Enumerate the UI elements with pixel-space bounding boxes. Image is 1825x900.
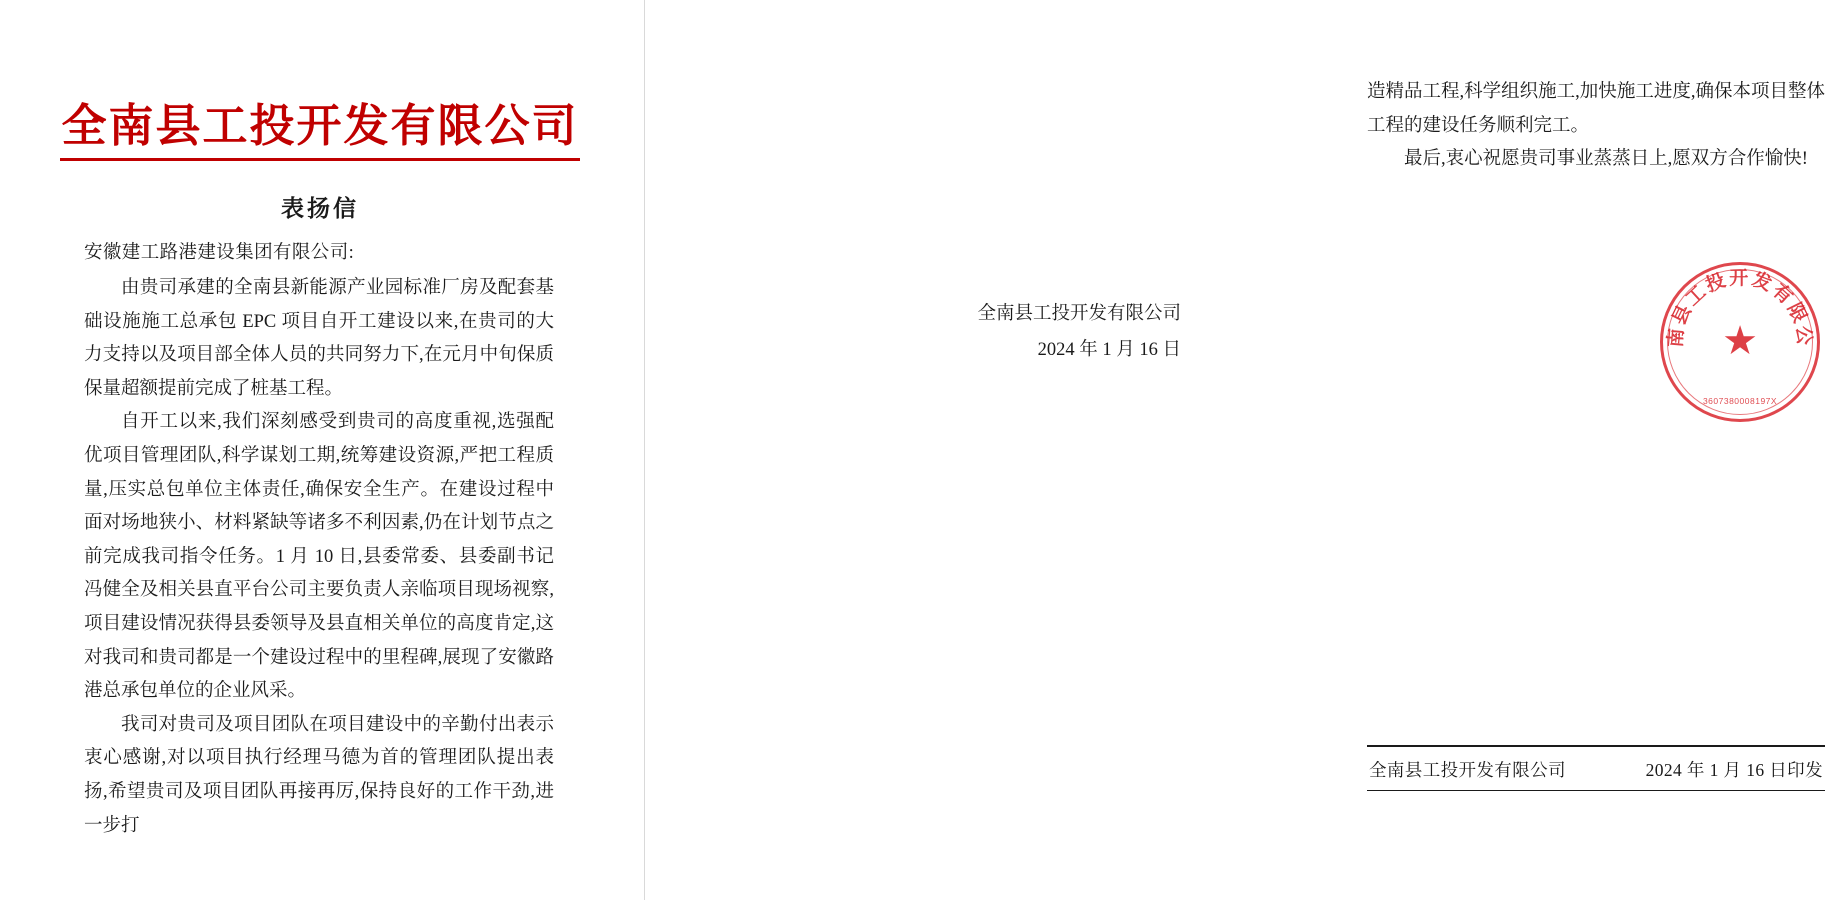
- svg-text:全南县工投开发有限公司: [1660, 262, 1816, 348]
- letter-body-left: [84, 272, 554, 843]
- footer-issuer: 全南县工投开发有限公司: [1369, 759, 1566, 780]
- paragraph-2: 自开工以来,我们深刻感受到贵司的高度重视,选强配优项目管理团队,科学谋划工期,统筹建设资源,严把工程质量,压实总包单位主体责任,确保安全生产。在建设过程中面对场地狭小、材料紧缺等诸多不利因素,仍在计划节点之前完成我司指令任务。1 月 10 日,县委常委、县委副书记冯健全及相关县直平台公司主要负责人亲临项目现场视察,项目建设情况获得县委领导及县直相关单位的高度肯定,这对我司和贵司都是一个建设过程中的里程碑,展现了安徽路港总承包单位的企业风采。: [84, 412, 554, 702]
- page-right: [645, 0, 1825, 900]
- letterhead-company-name: 全南县工投开发有限公司: [61, 99, 579, 152]
- footer-row: [1367, 747, 1825, 790]
- paragraph-1: 由贵司承建的全南县新能源产业园标准厂房及配套基础设施施工总承包 EPC 项目自开工建设以来,在贵司的大力支持以及项目部全体人员的共同努力下,在元月中旬保质保量超额提前完成了桩基工程。: [84, 278, 554, 399]
- signature-block: [977, 296, 1181, 368]
- seal-inner-ring: [1667, 269, 1813, 415]
- seal-arc-label: 南县工投开发有限公: [1665, 268, 1815, 349]
- footer-bottom-rule: [1367, 790, 1825, 792]
- letterhead-divider: [60, 158, 580, 161]
- company-seal-stamp: [1660, 262, 1820, 422]
- letterhead: [60, 100, 580, 161]
- signature-date: 2024 年 1 月 16 日: [1037, 340, 1181, 360]
- seal-code: 3607380008197X: [1702, 396, 1778, 406]
- paragraph-continued: 造精品工程,科学组织施工,加快施工进度,确保本项目整体工程的建设任务顺利完工。: [1367, 82, 1825, 136]
- seal-arc-text: [1660, 262, 1820, 422]
- salutation: 安徽建工路港建设集团有限公司:: [84, 243, 355, 263]
- page-title: 表扬信: [281, 196, 359, 221]
- page-left: [0, 0, 645, 900]
- star-icon: ★: [1722, 318, 1758, 364]
- paragraph-closing: 最后,衷心祝愿贵司事业蒸蒸日上,愿双方合作愉快!: [1404, 149, 1808, 170]
- seal-outer-ring: [1660, 262, 1820, 422]
- document-footer: [1367, 745, 1825, 791]
- letter-body-right: [1367, 76, 1825, 177]
- signature-company: 全南县工投开发有限公司: [977, 304, 1181, 324]
- paragraph-3: 我司对贵司及项目团队在项目建设中的辛勤付出表示衷心感谢,对以项目执行经理马德为首的管理团队提出表扬,希望贵司及项目团队再接再厉,保持良好的工作干劲,进一步打: [84, 714, 554, 836]
- footer-issue-date: 2024 年 1 月 16 日印发: [1645, 759, 1823, 780]
